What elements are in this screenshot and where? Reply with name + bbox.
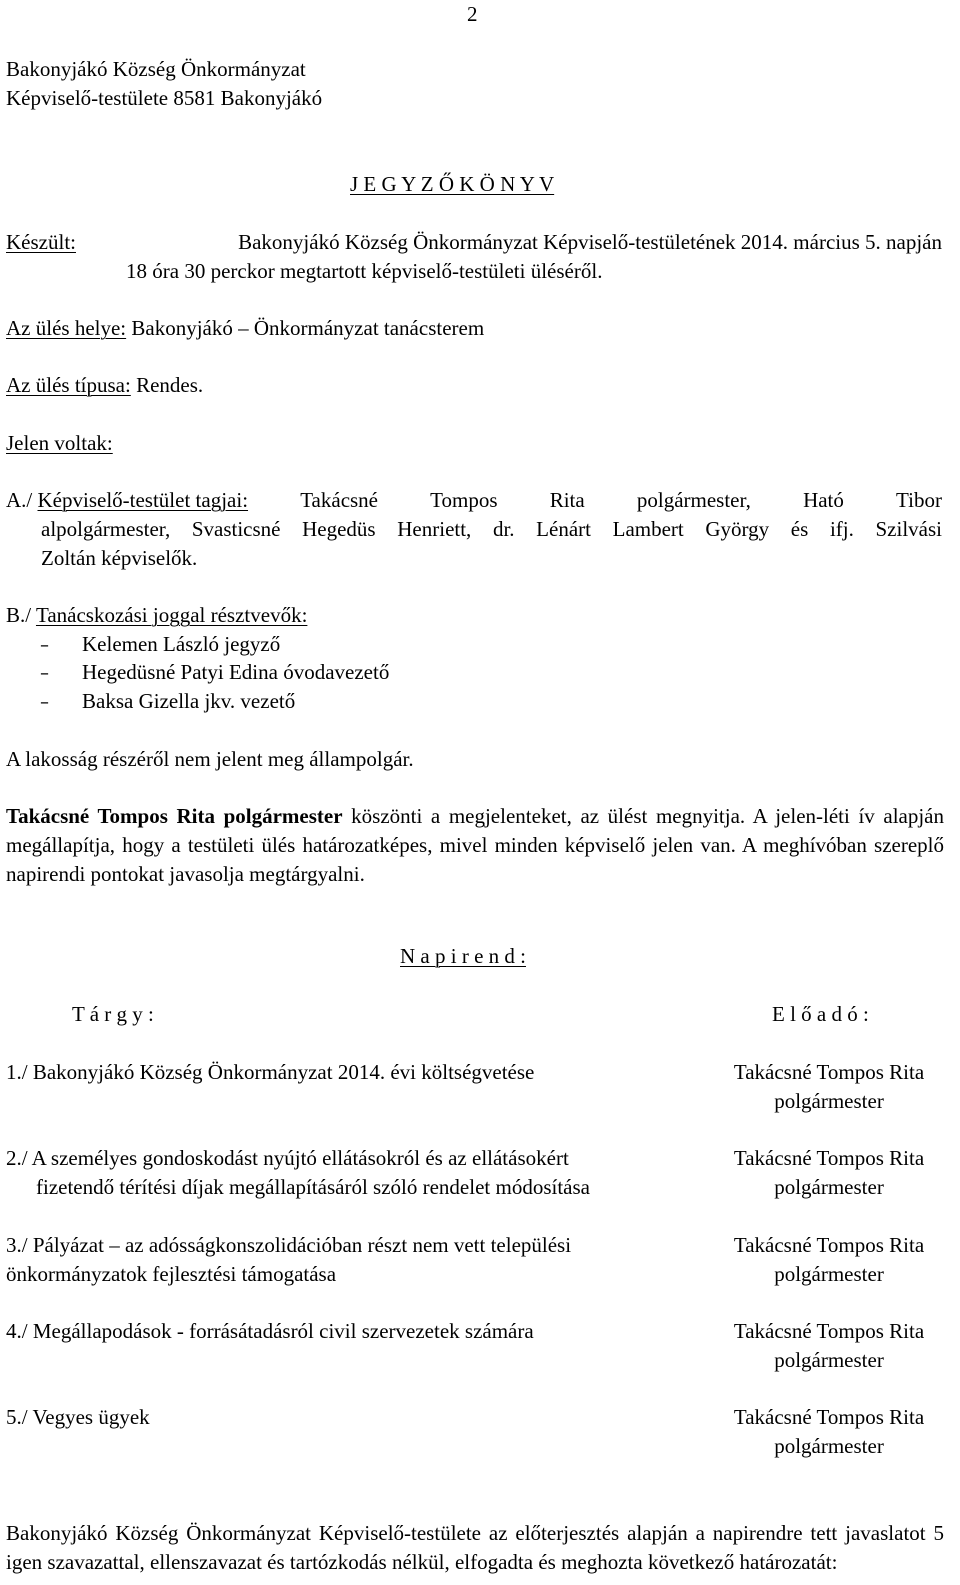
agenda-subject-2: [6, 1144, 590, 1202]
tipusa-label: Az ülés típusa:: [6, 373, 131, 397]
col-presenter-header: E l ő a d ó :: [772, 1002, 869, 1026]
presenter-name: Takácsné Tompos Rita: [733, 1146, 925, 1170]
agenda-subject-5: 5./ Vegyes ügyek: [6, 1405, 150, 1429]
presenter-name: Takácsné Tompos Rita: [733, 1319, 925, 1343]
agenda-subject-line: fizetendő térítési díjak megállapításáról szóló rendelet módosítása: [36, 1175, 590, 1199]
keszult-text-2: 18 óra 30 perckor megtartott képviselő-testületi üléséről.: [126, 259, 603, 283]
opening-rest: köszönti a megjelenteket, az ülést megnyitja. A jelen-léti ív alapján megállapítja, hogy a testületi ülés határozatképes, mivel minden képviselő jelen van. A meghívóban szereplő napirendi pontokat javasolja megtárgyalni.: [6, 804, 945, 886]
presenter-name: Takácsné Tompos Rita: [733, 1405, 925, 1429]
section-b-item: [40, 630, 280, 660]
section-a-word-2: Tompos: [430, 488, 498, 512]
bullet-dash: –: [40, 663, 49, 684]
section-b-head: [6, 601, 307, 630]
agenda-presenter-3: [700, 1231, 958, 1289]
document-title: J E G Y Z Ő K Ö N Y V: [350, 172, 555, 196]
agenda-presenter-4: [700, 1317, 958, 1375]
presenter-role: polgármester: [774, 1262, 884, 1286]
keszult-label: Készült:: [6, 230, 76, 254]
section-b-prefix: B./: [6, 603, 32, 627]
napirend-title: N a p i r e n d :: [400, 944, 526, 968]
helye-line: [6, 314, 484, 343]
bullet-dash: –: [40, 692, 49, 713]
header-line-2: Képviselő-testülete 8581 Bakonyjákó: [6, 86, 323, 110]
section-a-prefix: A./: [6, 488, 33, 512]
agenda-subject-line: 3./ Pályázat – az adósságkonszolidációban részt nem vett települési: [6, 1233, 572, 1257]
section-a-word-5: Ható: [803, 488, 844, 512]
bullet-dash: –: [40, 635, 49, 656]
closing-paragraph: Bakonyjákó Község Önkormányzat Képviselő-testülete az előterjesztés alapján a napirendre tett javaslatot 5 igen szavazattal, ellenszavazat és tartózkodás nélkül, elfogadta és meghozta következő határozatát:: [6, 1521, 944, 1574]
section-a-word-3: Rita: [549, 488, 585, 512]
header-line-1: Bakonyjákó Község Önkormányzat: [6, 57, 306, 81]
section-a-word-1: Takácsné: [300, 488, 379, 512]
helye-label: Az ülés helye:: [6, 316, 127, 340]
section-a-line-1: [6, 486, 942, 515]
section-b-item: [40, 658, 389, 688]
tipusa-value: Rendes.: [136, 373, 204, 397]
section-a-line-2-text: alpolgármester, Svasticsné Hegedüs Henriett, dr. Lénárt Lambert György és ifj. Szilvási: [41, 517, 942, 541]
opening-paragraph: [6, 802, 944, 889]
opening-bold: Takácsné Tompos Rita polgármester: [6, 804, 343, 828]
section-a-word-4: polgármester,: [636, 488, 751, 512]
tipusa-line: [6, 371, 203, 400]
keszult-text-1: Bakonyjákó Község Önkormányzat Képviselő-testületének 2014. március 5. napján: [238, 230, 942, 254]
page-number: 2: [467, 2, 478, 26]
helye-value: Bakonyjákó – Önkormányzat tanácsterem: [131, 316, 485, 340]
section-a-head: [6, 486, 248, 515]
section-a-label: Képviselő-testület tagjai:: [37, 488, 249, 512]
presenter-role: polgármester: [774, 1348, 884, 1372]
agenda-subject-line: önkormányzatok fejlesztési támogatása: [6, 1262, 337, 1286]
agenda-subject-1: 1./ Bakonyjákó Község Önkormányzat 2014. évi költségvetése: [6, 1060, 535, 1084]
presenter-name: Takácsné Tompos Rita: [733, 1060, 925, 1084]
section-b-label: Tanácskozási joggal résztvevők:: [35, 603, 308, 627]
presenter-role: polgármester: [774, 1089, 884, 1113]
section-a-word-6: Tibor: [896, 488, 942, 512]
agenda-presenter-2: [700, 1144, 958, 1202]
agenda-subject-line: 2./ A személyes gondoskodást nyújtó ellátásokról és az ellátásokért: [6, 1146, 569, 1170]
section-b-item-text: Hegedüsné Patyi Edina óvodavezető: [82, 660, 390, 684]
presenter-role: polgármester: [774, 1175, 884, 1199]
presenter-name: Takácsné Tompos Rita: [733, 1233, 925, 1257]
section-a-line-3: Zoltán képviselők.: [41, 546, 198, 570]
presenter-role: polgármester: [774, 1434, 884, 1458]
section-b-item: [40, 687, 295, 717]
agenda-subject-3: [6, 1231, 571, 1289]
section-b-item-text: Kelemen László jegyző: [82, 632, 281, 656]
section-b-item-text: Baksa Gizella jkv. vezető: [82, 689, 296, 713]
lakossag-text: A lakosság részéről nem jelent meg állampolgár.: [6, 747, 414, 771]
col-subject-header: T á r g y :: [72, 1002, 154, 1026]
agenda-presenter-5: [700, 1403, 958, 1461]
agenda-subject-4: 4./ Megállapodások - forrásátadásról civil szervezetek számára: [6, 1319, 534, 1343]
section-a-line-2: [41, 515, 942, 544]
jelen-label: Jelen voltak:: [6, 431, 113, 455]
keszult-line-1: [6, 228, 942, 257]
agenda-presenter-1: [700, 1058, 958, 1116]
